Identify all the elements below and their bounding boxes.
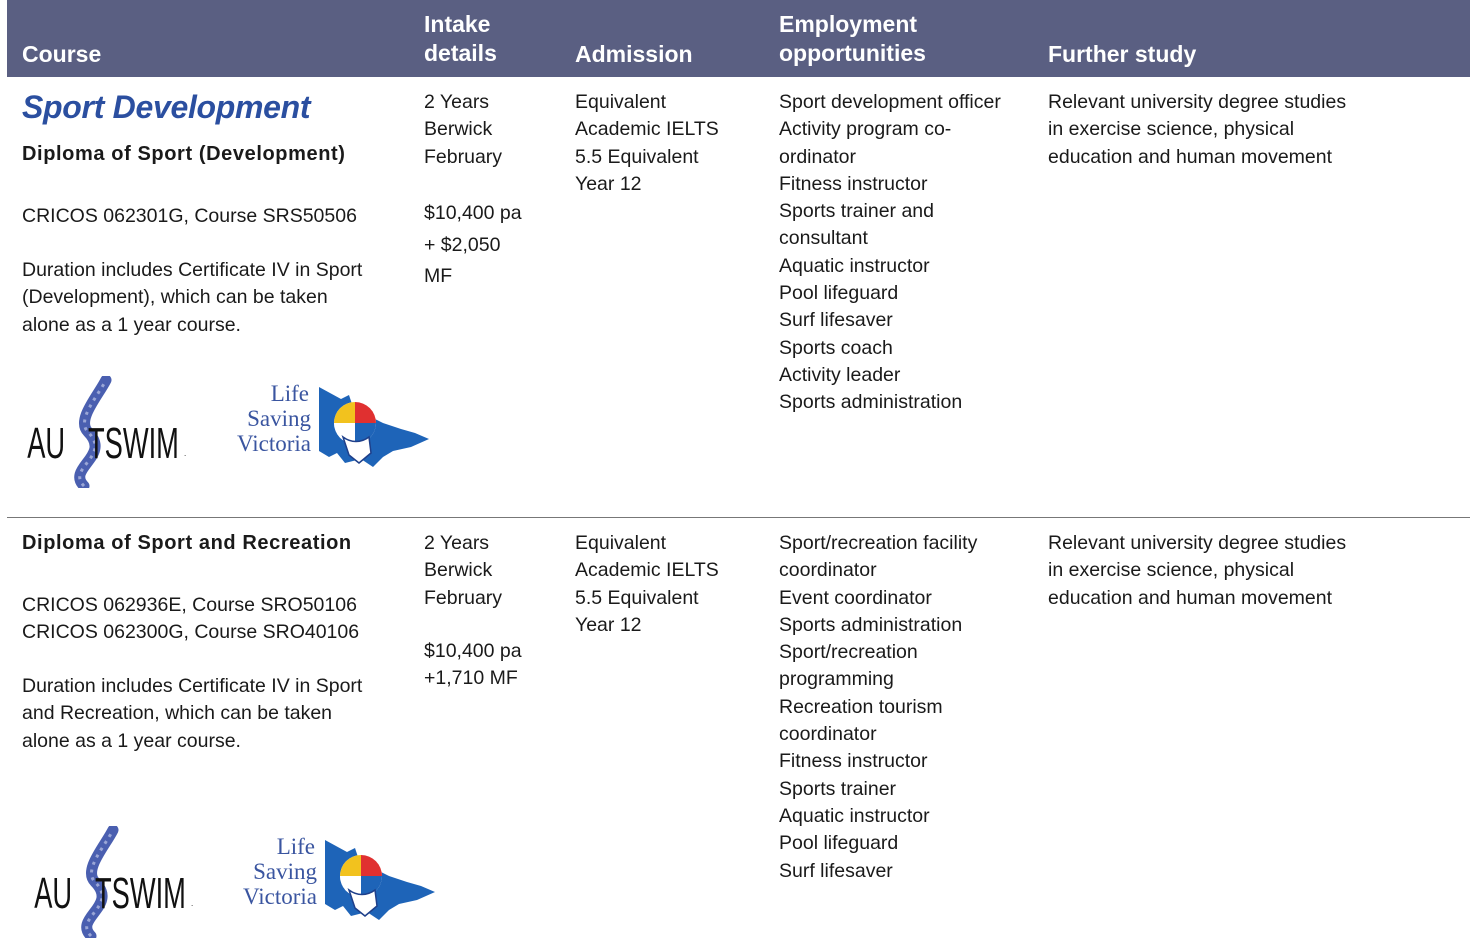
course-name: Diploma of Sport and Recreation [22,532,352,554]
svg-text:AU: AU [27,418,66,468]
svg-text:AU: AU [34,868,73,918]
admission-requirements: Equivalent Academic IELTS 5.5 Equivalent Year 12 [575,91,719,195]
svg-text:Victoria: Victoria [243,884,317,909]
course-duration-note: Duration includes Certificate IV in Sport (Development), which can be taken alone as a 1 year course. [22,259,363,336]
cricos-code: CRICOS 062301G, Course SRS50506 [22,205,357,227]
intake-details: 2 Years Berwick February [424,91,503,168]
section-title: Sport Development [22,89,311,125]
further-study-text: Relevant university degree studies in exercise science, physical education and human movement [1048,91,1347,168]
fees: $10,400 pa + $2,050 MF [424,202,522,287]
fees: $10,400 pa +1,710 MF [424,640,522,690]
svg-text:TSWIM: TSWIM [88,418,179,468]
svg-text:TSWIM: TSWIM [95,868,186,918]
life-saving-victoria-logo [239,830,439,924]
header-admission: Admission [575,41,693,67]
header-intake: Intake details [424,11,497,66]
austswim-logo [33,826,203,938]
svg-text:Victoria: Victoria [237,431,311,456]
life-saving-victoria-logo [233,377,433,471]
cricos-codes: CRICOS 062936E, Course SRO50106 CRICOS 062300G, Course SRO40106 [22,594,360,644]
svg-text:Life: Life [276,834,315,859]
svg-text:.: . [184,449,187,458]
course-duration-note: Duration includes Certificate IV in Sport and Recreation, which can be taken alone as a 1 year course. [22,675,363,752]
table-header [7,0,1470,77]
austswim-logo [26,376,196,488]
employment-list: Sport/recreation facility coordinator Event coordinator Sports administration Sport/recreation programming Recreation tourism coordinator Fitness instructor Sports trainer Aquatic instructor Pool lifeguard Surf lifesaver [779,532,978,882]
header-employment: Employment opportunities [779,11,926,66]
admission-requirements: Equivalent Academic IELTS 5.5 Equivalent Year 12 [575,532,719,636]
further-study-text: Relevant university degree studies in exercise science, physical education and human movement [1048,532,1347,609]
svg-text:Saving: Saving [247,406,311,431]
svg-text:Saving: Saving [253,859,317,884]
row-divider [7,517,1470,518]
course-name: Diploma of Sport (Development) [22,143,346,165]
svg-text:.: . [191,899,194,908]
svg-text:Life: Life [270,381,309,406]
intake-details: 2 Years Berwick February [424,532,503,609]
header-further-study: Further study [1048,41,1197,67]
header-course: Course [22,41,102,67]
employment-list: Sport development officer Activity program co- ordinator Fitness instructor Sports trainer and consultant Aquatic instructor Pool lifeguard Surf lifesaver Sports coach Activity leader Sports administration [779,91,1001,414]
